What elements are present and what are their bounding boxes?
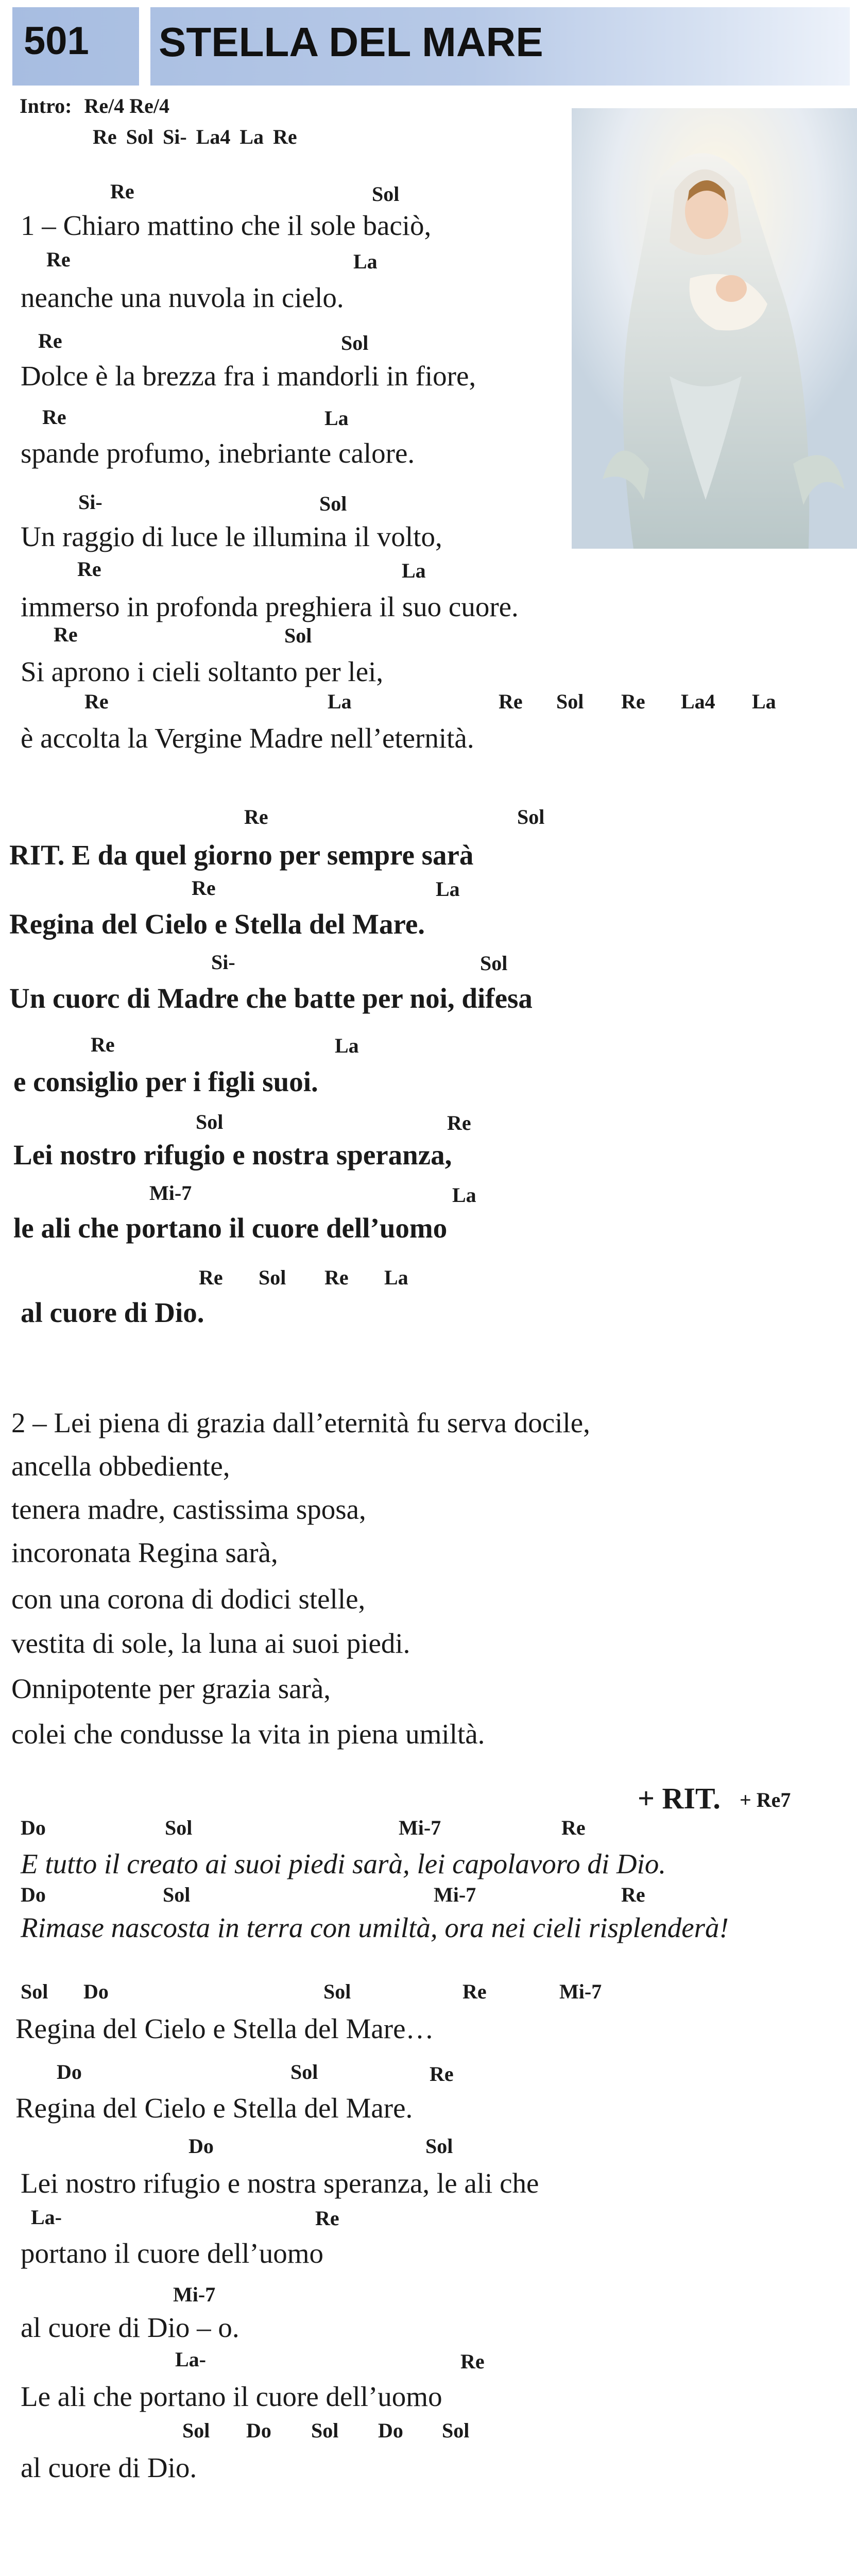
chord-label: La bbox=[452, 1183, 476, 1207]
refrain-line: le ali che portano il cuore dell’uomo bbox=[13, 1212, 448, 1244]
finale-line: Regina del Cielo e Stella del Mare… bbox=[15, 2013, 434, 2044]
chord-label: Do bbox=[57, 2060, 82, 2083]
intro-line bbox=[20, 96, 169, 116]
chord-label: Re bbox=[430, 2062, 454, 2086]
finale-line: al cuore di Dio. bbox=[21, 2452, 197, 2483]
chord-label: La bbox=[353, 250, 378, 273]
chord-label: La- bbox=[175, 2348, 206, 2371]
song-number: 501 bbox=[24, 19, 89, 63]
chord-label: Sol bbox=[284, 624, 312, 647]
intro-chords-first: Re/4 Re/4 bbox=[84, 94, 169, 117]
chord-label: Re bbox=[621, 690, 645, 713]
chord-label: Sol bbox=[480, 952, 508, 975]
chord-label: Sol bbox=[290, 2060, 318, 2083]
refrain-line: Un cuorc di Madre che batte per noi, difesa bbox=[9, 982, 533, 1014]
verse1-line: 1 – Chiaro mattino che il sole baciò, bbox=[21, 210, 432, 241]
finale-line: al cuore di Dio – o. bbox=[21, 2312, 239, 2343]
verse1-line: Un raggio di luce le illumina il volto, bbox=[21, 521, 442, 552]
verse2-line: Onnipotente per grazia sarà, bbox=[11, 1673, 331, 1704]
refrain-line: e consiglio per i figli suoi. bbox=[13, 1066, 318, 1097]
chord-label: Mi-7 bbox=[173, 2283, 216, 2306]
chord-label: Re bbox=[42, 405, 66, 429]
chord-label: Re bbox=[561, 1816, 586, 1839]
chord-label: Mi-7 bbox=[434, 1883, 476, 1906]
chord-label: Re bbox=[46, 248, 71, 271]
finale-line: Lei nostro rifugio e nostra speranza, le ali che bbox=[21, 2167, 539, 2199]
chord-label: Do bbox=[378, 2419, 403, 2442]
chord-label: Sol bbox=[319, 492, 347, 515]
chord-label: La bbox=[328, 690, 352, 713]
chord-label: La bbox=[324, 406, 349, 430]
chord-label: Re bbox=[199, 1266, 223, 1289]
intro-label: Intro: bbox=[20, 94, 72, 117]
chord-label: Do bbox=[21, 1883, 46, 1906]
chord-label: La bbox=[335, 1034, 359, 1057]
chord-label: La bbox=[402, 559, 426, 582]
verse2-line: con una corona di dodici stelle, bbox=[11, 1583, 366, 1615]
chord-label: La bbox=[752, 690, 776, 713]
verse2-line: colei che condusse la vita in piena umiltà. bbox=[11, 1718, 485, 1750]
chord-label: Mi-7 bbox=[559, 1980, 602, 2003]
refrain-line: Lei nostro rifugio e nostra speranza, bbox=[13, 1139, 452, 1171]
bridge-line: Rimase nascosta in terra con umiltà, ora nei cieli risplenderà! bbox=[21, 1912, 729, 1943]
chord-label: Re bbox=[499, 690, 523, 713]
chord-label: Sol bbox=[323, 1980, 351, 2003]
verse2-line: vestita di sole, la luna ai suoi piedi. bbox=[11, 1628, 410, 1659]
chord-label: Mi-7 bbox=[149, 1181, 192, 1205]
finale-line: Regina del Cielo e Stella del Mare. bbox=[15, 2092, 413, 2124]
chord-label: La- bbox=[31, 2206, 62, 2229]
chord-label: La4 bbox=[681, 690, 715, 713]
chord-label: Sol bbox=[425, 2134, 453, 2158]
chord-label: Re bbox=[621, 1883, 645, 1906]
chord-label: Sol bbox=[165, 1816, 193, 1839]
verse2-line: ancella obbediente, bbox=[11, 1450, 230, 1482]
chord-label: Sol bbox=[341, 331, 369, 354]
chord-label: Re bbox=[91, 1033, 115, 1056]
chord-label: Do bbox=[246, 2419, 271, 2442]
chord-label: Mi-7 bbox=[399, 1816, 441, 1839]
chord-label: Sol bbox=[182, 2419, 210, 2442]
refrain-reference: + RIT. bbox=[638, 1782, 721, 1815]
chord-label: La bbox=[436, 877, 460, 901]
finale-line: Le ali che portano il cuore dell’uomo bbox=[21, 2381, 442, 2412]
chord-label: La bbox=[384, 1266, 408, 1289]
chord-label: Re bbox=[324, 1266, 349, 1289]
chord-label: Sol bbox=[442, 2419, 470, 2442]
chord-label: Do bbox=[21, 1816, 46, 1839]
song-title: STELLA DEL MARE bbox=[159, 19, 543, 65]
verse2-line: tenera madre, castissima sposa, bbox=[11, 1494, 366, 1525]
verse1-line: spande profumo, inebriante calore. bbox=[21, 437, 415, 469]
chord-label: Sol bbox=[556, 690, 584, 713]
chord-label: Si- bbox=[211, 951, 235, 974]
chord-label: Re bbox=[192, 876, 216, 900]
madonna-picture bbox=[572, 108, 857, 549]
chord-label: Re bbox=[84, 690, 109, 713]
chord-label: Re bbox=[447, 1111, 471, 1134]
refrain-line: al cuore di Dio. bbox=[21, 1297, 204, 1328]
chord-label: Re bbox=[460, 2350, 485, 2373]
chord-label: Sol bbox=[21, 1980, 48, 2003]
chord-label: Re bbox=[38, 329, 62, 352]
verse1-line: Si aprono i cieli soltanto per lei, bbox=[21, 656, 384, 687]
chord-label: Re bbox=[54, 623, 78, 646]
chord-label: Si- bbox=[78, 490, 102, 514]
madonna-illustration bbox=[572, 108, 857, 549]
chord-label: Sol bbox=[311, 2419, 339, 2442]
chord-label: Re bbox=[315, 2207, 339, 2230]
refrain-reference-chord: + Re7 bbox=[740, 1788, 791, 1811]
chord-label: Re bbox=[462, 1980, 487, 2003]
chord-label: Sol bbox=[163, 1883, 191, 1906]
verse1-line: neanche una nuvola in cielo. bbox=[21, 282, 344, 313]
chord-label: Sol bbox=[517, 805, 545, 828]
verse2-line: 2 – Lei piena di grazia dall’eternità fu serva docile, bbox=[11, 1407, 590, 1438]
chord-label: Re bbox=[244, 805, 268, 828]
intro-chords-second: Re Sol Si- La4 La Re bbox=[93, 125, 297, 148]
chord-label: Do bbox=[83, 1980, 109, 2003]
finale-line: portano il cuore dell’uomo bbox=[21, 2238, 324, 2269]
chord-label: Do bbox=[188, 2134, 214, 2158]
chord-label: Re bbox=[77, 557, 101, 581]
verse1-line: Dolce è la brezza fra i mandorli in fiore, bbox=[21, 360, 476, 392]
verse2-line: incoronata Regina sarà, bbox=[11, 1537, 278, 1568]
bridge-line: E tutto il creato ai suoi piedi sarà, lei capolavoro di Dio. bbox=[21, 1848, 666, 1879]
verse1-line: è accolta la Vergine Madre nell’eternità. bbox=[21, 722, 474, 754]
header-divider bbox=[139, 7, 150, 86]
chord-label: Sol bbox=[196, 1110, 224, 1133]
refrain-line: RIT. E da quel giorno per sempre sarà bbox=[9, 839, 474, 871]
chord-label: Sol bbox=[372, 182, 400, 206]
refrain-line: Regina del Cielo e Stella del Mare. bbox=[9, 908, 425, 940]
chord-label: Sol bbox=[259, 1266, 286, 1289]
verse1-line: immerso in profonda preghiera il suo cuore. bbox=[21, 591, 519, 622]
chord-label: Re bbox=[110, 180, 134, 203]
